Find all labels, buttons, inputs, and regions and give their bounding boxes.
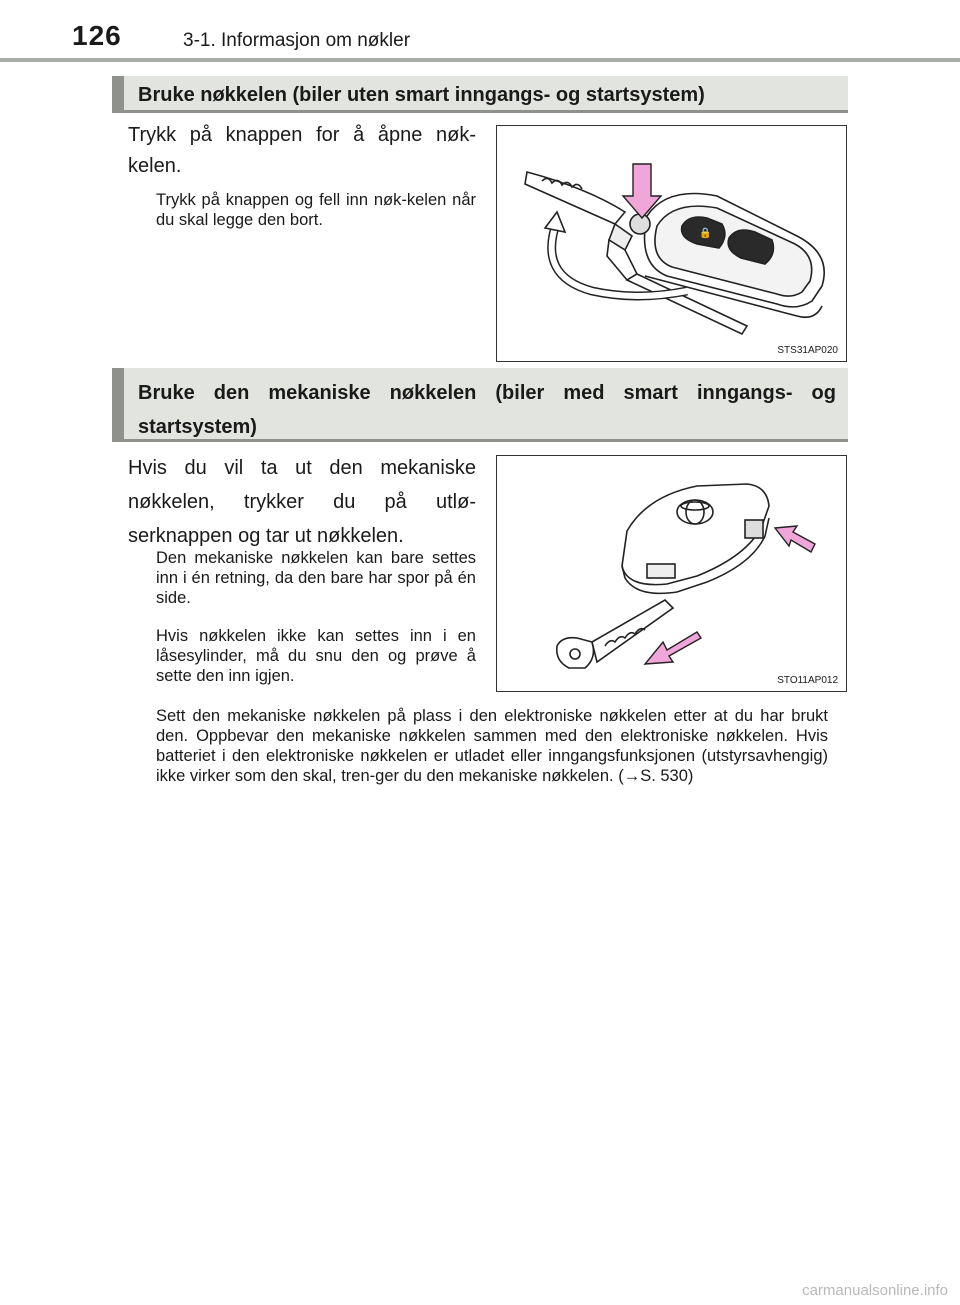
instruction-text: Trykk på knappen for å åpne nøk-kelen. xyxy=(128,124,476,177)
svg-text:🔒: 🔒 xyxy=(699,228,712,239)
page-number: 126 xyxy=(72,20,122,51)
figure-flip-key xyxy=(496,125,847,362)
flip-key-illustration xyxy=(497,126,845,360)
section-heading-underline xyxy=(112,110,848,113)
chapter-title: 3-1. Informasjon om nøkler xyxy=(183,30,411,51)
section-heading-bar xyxy=(112,368,848,442)
header-rule xyxy=(0,58,960,62)
note-text: Den mekaniske nøkkelen kan bare settes inn i én retning, da den bare har spor på én side. xyxy=(156,549,476,607)
section-heading-text: Bruke nøkkelen (biler uten smart inngangs- og startsystem) xyxy=(138,84,705,106)
page-header xyxy=(0,0,960,60)
pull-arrow xyxy=(645,632,701,664)
section-heading-text: Bruke den mekaniske nøkkelen (biler med smart inngangs- og startsystem) xyxy=(138,382,836,438)
smart-key-illustration xyxy=(497,456,845,690)
watermark: carmanualsonline.info xyxy=(802,1282,948,1299)
note-text: Hvis nøkkelen ikke kan settes inn i en låsesylinder, må du snu den og prøve å sette den inn igjen. xyxy=(156,627,476,685)
section-heading-bar xyxy=(112,76,848,113)
note-text: Sett den mekaniske nøkkelen på plass i den elektroniske nøkkelen etter at du har brukt den. Oppbevar den mekaniske nøkkelen sammen med den elektroniske nøkkelen. Hvis batteriet i den elektroniske nøkkelen er utladet eller inngangsfunksjonen (utstyrsavhengig) ikke virker som den skal, tren-ger du den mekaniske nøkkelen. (→S. 530) xyxy=(156,707,828,785)
figure-smart-key xyxy=(496,455,847,692)
release-arrow xyxy=(775,526,815,552)
instruction-text: Hvis du vil ta ut den mekaniske nøkkelen, trykker du på utlø-serknappen og tar ut nøkkelen. xyxy=(128,457,476,547)
section-heading-underline xyxy=(112,439,848,442)
smart-key-body xyxy=(622,484,769,593)
figure-code: STO11AP012 xyxy=(777,675,838,686)
figure-code: STS31AP020 xyxy=(777,345,838,356)
release-button xyxy=(630,214,650,234)
note-text: Trykk på knappen og fell inn nøk-kelen når du skal legge den bort. xyxy=(156,191,476,229)
